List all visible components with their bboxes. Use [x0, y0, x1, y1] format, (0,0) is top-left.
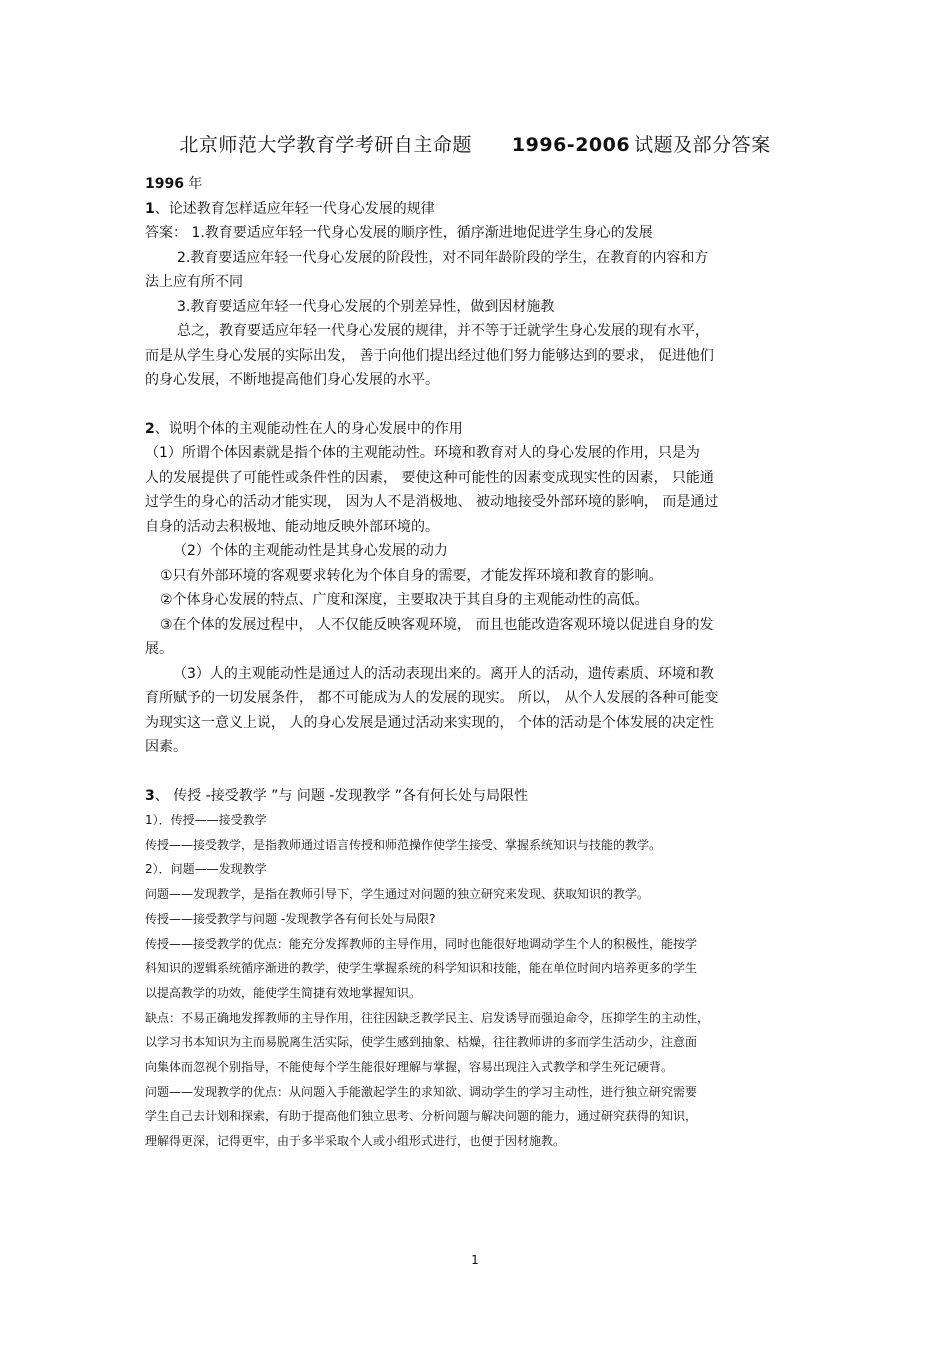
- question-number: 3: [145, 787, 155, 804]
- paragraph-line: ③在个体的发展过程中， 人不仅能反映客观环境， 而且也能改造客观环境以促进自身的发: [160, 616, 714, 633]
- paragraph-line: 以学习书本知识为主而易脱离生活实际，使学生感到抽象、枯燥，往往教师讲的多而学生活动少，注意面: [145, 1035, 698, 1050]
- question-number: 1: [145, 200, 155, 217]
- paragraph-line: 科知识的逻辑系统循序渐进的教学，使学生掌握系统的科学知识和技能，能在单位时间内培养更多的学生: [145, 961, 698, 976]
- question-2-heading: [145, 417, 805, 442]
- paragraph-line: 人的发展提供了可能性或条件性的因素， 要使这种可能性的因素变成现实性的因素， 只能通: [145, 469, 714, 486]
- paragraph-line: （2）个体的主观能动性是其身心发展的动力: [173, 543, 448, 559]
- paragraph-line: ②个体身心发展的特点、广度和深度，主要取决于其自身的主观能动性的高低。: [160, 592, 649, 608]
- year-number: 1996: [145, 176, 184, 192]
- document-title: [0, 130, 950, 157]
- paragraph-line: 问题——发现教学，是指在教师引导下，学生通过对问题的独立研究来发现、获取知识的教学。: [145, 887, 650, 902]
- paragraph-line: 缺点：不易正确地发挥教师的主导作用，往往因缺乏教学民主、启发诱导而强迫命令，压抑学生的主动性，: [145, 1010, 710, 1025]
- paragraph-line: 理解得更深，记得更牢，由于多半采取个人或小组形式进行，也便于因材施教。: [145, 1134, 566, 1149]
- title-years: 1996-2006: [511, 134, 631, 156]
- question-number: 2: [145, 420, 155, 437]
- paragraph-line: 2.教育要适应年轻一代身心发展的阶段性，对不同年龄阶段的学生，在教育的内容和方: [177, 249, 709, 266]
- document-body: [145, 172, 805, 1154]
- paragraph-line: 法上应有所不同: [145, 274, 243, 290]
- spacer: [145, 760, 805, 784]
- question-3-heading: [145, 784, 805, 809]
- question-text: 、 传授 -接受教学 ”与 问题 -发现教学 ”各有何长处与局限性: [154, 787, 529, 804]
- question-text: 、论述教育怎样适应年轻一代身心发展的规律: [154, 200, 435, 217]
- paragraph-line: 传授——接受教学与问题 -发现教学各有何长处与局限?: [145, 911, 436, 926]
- spacer: [145, 393, 805, 417]
- paragraph-line: 传授——接受教学，是指教师通过语言传授和师范操作使学生接受、掌握系统知识与技能的教学。: [145, 837, 662, 852]
- paragraph-line: 3.教育要适应年轻一代身心发展的个别差异性，做到因材施教: [177, 298, 555, 315]
- paragraph-line: （3）人的主观能动性是通过人的活动表现出来的。离开人的活动，遗传素质、环境和教: [173, 665, 714, 682]
- paragraph-line: 以提高教学的功效，能使学生简捷有效地掌握知识。: [145, 985, 422, 1000]
- paragraph-line: 展。: [145, 641, 173, 657]
- paragraph-line: 问题——发现教学的优点：从问题入手能激起学生的求知欲、调动学生的学习主动性，进行独立研究需要: [145, 1084, 698, 1099]
- paragraph-line: 为现实这一意义上说， 人的身心发展是通过活动来实现的， 个体的活动是个体发展的决定性: [145, 714, 714, 731]
- year-unit: 年: [183, 176, 203, 192]
- paragraph-line: 的身心发展，不断地提高他们身心发展的水平。: [145, 372, 439, 388]
- paragraph-line: ①只有外部环境的客观要求转化为个体自身的需要，才能发挥环境和教育的影响。: [160, 567, 663, 584]
- title-suffix: 试题及部分答案: [634, 134, 771, 156]
- paragraph-line: 向集体而忽视个别指导，不能使每个学生能很好理解与掌握，容易出现注入式教学和学生死记硬背。: [145, 1060, 674, 1075]
- paragraph-line: 总之，教育要适应年轻一代身心发展的规律，并不等于迁就学生身心发展的现有水平，: [177, 323, 709, 339]
- paragraph-line: 育所赋予的一切发展条件， 都不可能成为人的发展的现实。 所以， 从个人发展的各种可能变: [145, 690, 719, 706]
- paragraph-line: 而是从学生身心发展的实际出发， 善于向他们提出经过他们努力能够达到的要求， 促进他们: [145, 347, 714, 364]
- year-heading: [145, 172, 805, 197]
- page-number: 1: [471, 1253, 479, 1267]
- paragraph-line: 答案： 1.教育要适应年轻一代身心发展的顺序性，循序渐进地促进学生身心的发展: [145, 225, 653, 241]
- title-text: 北京师范大学教育学考研自主命题: [179, 134, 472, 156]
- paragraph-line: 2）．问题——发现教学: [145, 862, 267, 877]
- paragraph-line: 自身的活动去积极地、能动地反映外部环境的。: [145, 518, 439, 535]
- paragraph-line: 因素。: [145, 739, 187, 755]
- question-1-heading: [145, 197, 805, 222]
- paragraph-line: 过学生的身心的活动才能实现， 因为人不是消极地、 被动地接受外部环境的影响， 而是通过: [145, 494, 719, 510]
- paragraph-line: 1）．传授——接受教学: [145, 813, 267, 827]
- paragraph-line: 学生自己去计划和探索，有助于提高他们独立思考、分析问题与解决问题的能力，通过研究获得的知识，: [145, 1109, 698, 1124]
- paragraph-line: （1）所谓个体因素就是指个体的主观能动性。环境和教育对人的身心发展的作用，只是为: [145, 445, 700, 461]
- paragraph-line: 传授——接受教学的优点：能充分发挥教师的主导作用，同时也能很好地调动学生个人的积极性，能按学: [145, 936, 698, 951]
- question-text: 、说明个体的主观能动性在人的身心发展中的作用: [154, 420, 463, 437]
